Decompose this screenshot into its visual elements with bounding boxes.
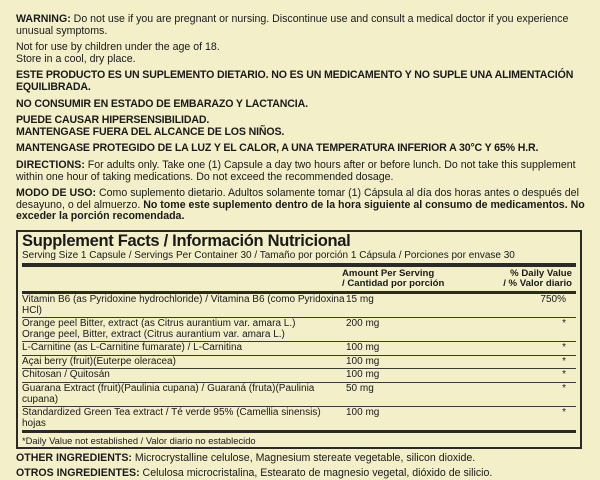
ingredient-name: Guarana Extract (fruit)(Paulinia cupana) / Guaraná (fruta)(Paulinia cupana) xyxy=(22,383,315,405)
ingredient-amount: 15 mg xyxy=(346,293,374,305)
daily-value-note: *Daily Value not established / Valor diario no establecido xyxy=(22,435,256,447)
spanish-warning-2: NO CONSUMIR EN ESTADO DE EMBARAZO Y LACTANCIA. xyxy=(16,97,308,110)
ingredient-name: Vitamin B6 (as Pyridoxine hydrochloride) / Vitamina B6 (como Pyridoxina HCl) xyxy=(22,293,345,316)
directions-text xyxy=(16,160,586,183)
ingredient-amount: 200 mg xyxy=(346,318,380,330)
other-ingredients-body: Microcrystalline celulose, Magnesium stereate vegetable, silicon dioxide. xyxy=(131,452,476,465)
spanish-warning-4: MANTENGASE FUERA DEL ALCANCE DE LOS NIÑOS. xyxy=(16,125,285,138)
ingredient-amount: 100 mg xyxy=(346,369,380,381)
otros-ingredientes-label: OTROS INGREDIENTES: xyxy=(16,467,140,480)
ingredient-dv: * xyxy=(562,369,566,381)
other-ingredients xyxy=(16,453,586,465)
daily-value-header: % Daily Value / % Valor diario xyxy=(503,267,572,289)
ingredient-dv: * xyxy=(562,383,566,395)
table-row xyxy=(22,383,576,407)
ingredient-dv: * xyxy=(562,407,566,419)
warning-text xyxy=(16,14,586,37)
directions-body: For adults only. Take one (1) Capsule a day two hours after or before lunch. Do not take this supplement within one hour of taking medications. Do not exceed the recommended dosage. xyxy=(16,158,576,183)
modo-de-uso-body: Como suplemento dietario. Adultos solamente tomar (1) Cápsula al día dos horas antes o después del desayuno, o del almuerzo. xyxy=(16,187,579,211)
otros-ingredientes xyxy=(16,468,586,480)
warning-body: Do not use if you are pregnant or nursing. Discontinue use and consult a medical doctor if you experience unusual symptoms. xyxy=(16,13,569,37)
supplement-facts-panel xyxy=(16,230,582,450)
modo-de-uso-bold: No tome este suplemento dentro de la hora siguiente al consumo de medicamentos. No exceder la porción recomendada. xyxy=(16,198,585,223)
spanish-warning-3: PUEDE CAUSAR HIPERSENSIBILIDAD. xyxy=(16,114,210,127)
other-ingredients-label: OTHER INGREDIENTS: xyxy=(16,452,132,465)
spanish-warning-5: MANTENGASE PROTEGIDO DE LA LUZ Y EL CALOR, A UNA TEMPERATURA INFERIOR A 30°C Y 65% H.R. xyxy=(16,142,539,155)
warning-label: WARNING: xyxy=(16,13,71,25)
ingredient-name: Orange peel Bitter, extract (as Citrus aurantium var. amara L.) Orange peel, Bitter, extract (Citrus aurantium var. amara L.) xyxy=(22,318,296,340)
ingredient-dv: * xyxy=(562,342,566,354)
modo-de-uso-label: MODO DE USO: xyxy=(16,187,97,200)
otros-ingredientes-body: Celulosa microcristalina, Estearato de magnesio vegetal, dióxido de silicio. xyxy=(139,467,493,480)
modo-de-uso-text xyxy=(16,188,586,223)
ingredient-amount: 100 mg xyxy=(346,355,380,367)
ingredient-dv: * xyxy=(562,318,566,330)
table-row xyxy=(22,356,576,370)
table-row xyxy=(22,342,576,356)
age-warning: Not for use by children under the age of 18. xyxy=(16,41,220,54)
table-row xyxy=(22,294,576,318)
table-row xyxy=(22,318,576,342)
ingredient-amount: 100 mg xyxy=(346,407,380,419)
serving-info: Serving Size 1 Capsule / Servings Per Container 30 / Tamaño por porción 1 Cápsula / Porciones por envase 30 xyxy=(22,250,576,267)
amount-header: Amount Per Serving / Cantidad por porción xyxy=(342,267,445,289)
ingredient-name: Açai berry (fruit)(Euterpe oleracea) xyxy=(22,355,176,367)
spanish-warning-1: ESTE PRODUCTO ES UN SUPLEMENTO DIETARIO. NO ES UN MEDICAMENTO Y NO SUPLE UNA ALIMENTACIÓN EQUILIBRADA. xyxy=(16,69,574,93)
facts-header xyxy=(22,267,576,294)
ingredient-name: Standardized Green Tea extract / Té verde 95% (Camellia sinensis) hojas xyxy=(22,407,321,429)
ingredient-amount: 100 mg xyxy=(346,342,380,354)
storage-note: Store in a cool, dry place. xyxy=(16,52,136,65)
facts-title: Supplement Facts / Información Nutricional xyxy=(22,231,351,250)
ingredient-amount: 50 mg xyxy=(346,383,374,395)
table-row xyxy=(22,407,576,433)
directions-label: DIRECTIONS: xyxy=(16,158,85,171)
table-row xyxy=(22,369,576,383)
ingredient-dv: * xyxy=(562,355,566,367)
ingredient-dv: 750% xyxy=(540,293,566,305)
ingredient-name: Chitosan / Quitosán xyxy=(22,369,110,381)
ingredient-name: L-Carnitine (as L-Carnitine fumarate) / L-Carnitina xyxy=(22,342,243,354)
